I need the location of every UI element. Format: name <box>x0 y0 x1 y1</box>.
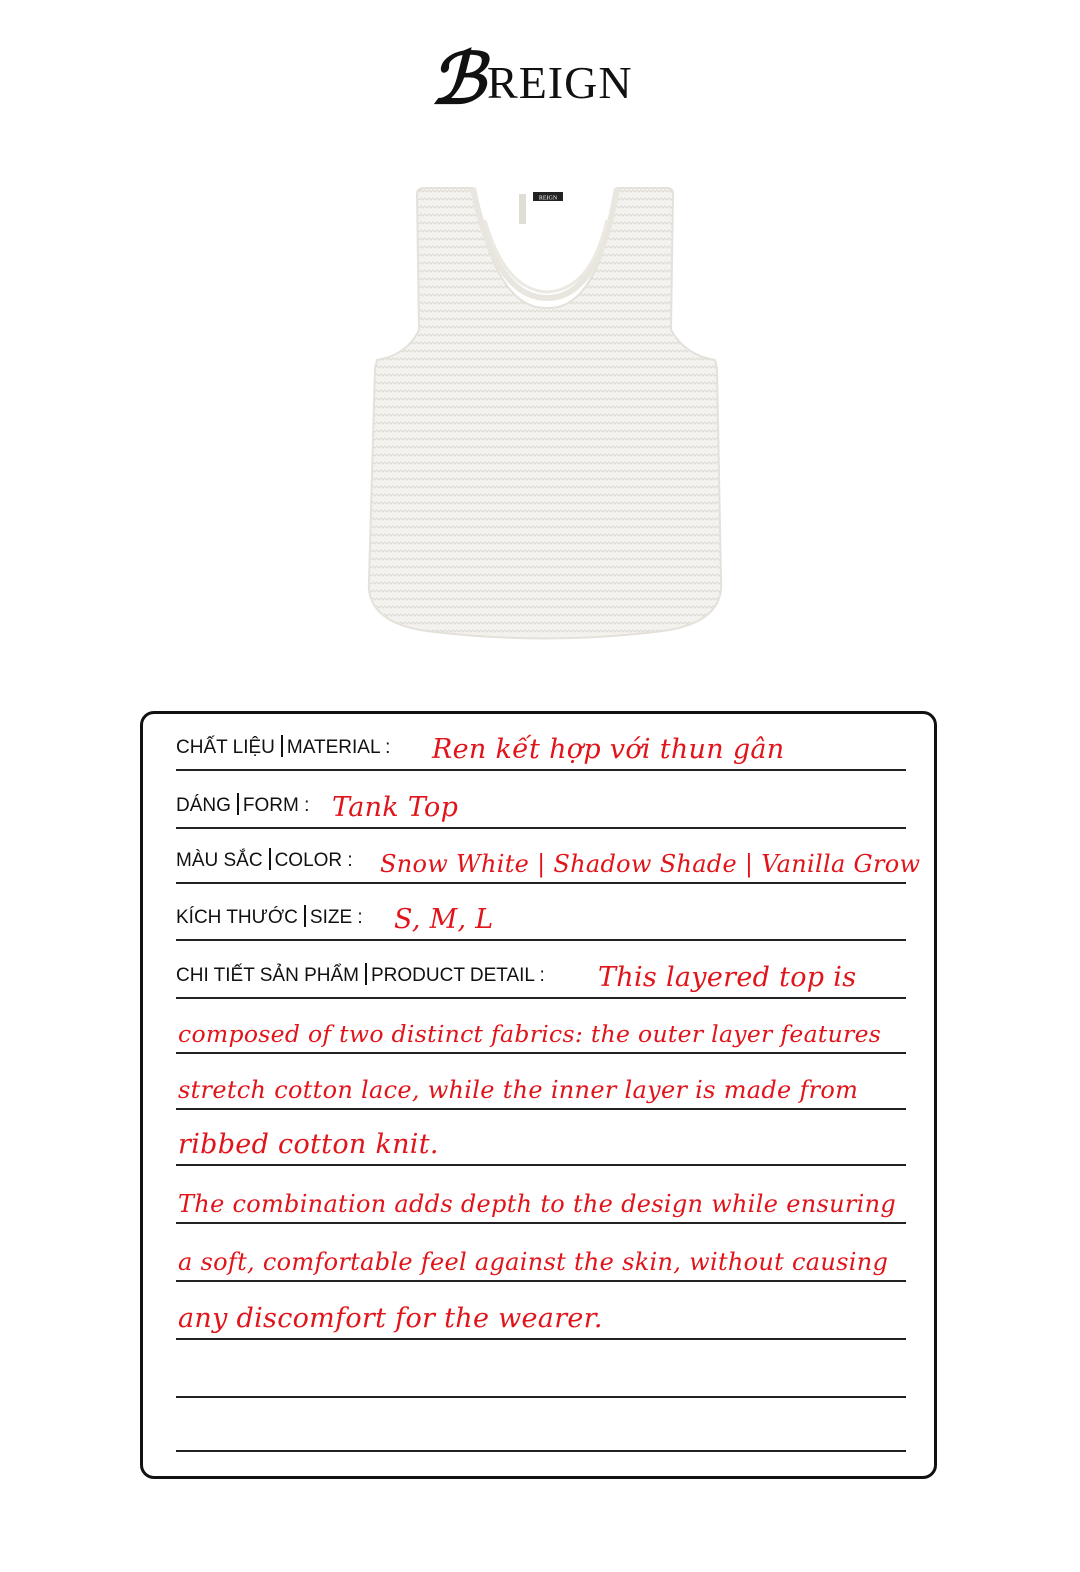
detail-line-5: The combination adds depth to the design while ensuring <box>178 1190 896 1218</box>
form-row <box>176 769 906 829</box>
detail-row-6 <box>176 1222 906 1282</box>
form-label: DÁNG FORM : <box>176 795 310 816</box>
detail-line-1: This layered top is <box>598 962 857 993</box>
detail-row-7 <box>176 1280 906 1340</box>
detail-row-2 <box>176 997 906 1054</box>
svg-text:REIGN: REIGN <box>538 195 558 202</box>
blank-row-2 <box>176 1396 906 1452</box>
form-value: Tank Top <box>332 792 459 823</box>
detail-line-2: composed of two distinct fabrics: the outer layer features <box>178 1020 882 1048</box>
color-label: MÀU SẮC COLOR : <box>176 850 353 871</box>
care-label <box>519 194 526 224</box>
material-row <box>176 711 906 771</box>
size-row <box>176 882 906 941</box>
detail-row-3 <box>176 1052 906 1110</box>
detail-line-4: ribbed cotton knit. <box>178 1129 439 1160</box>
blank-row-1 <box>176 1338 906 1398</box>
detail-row <box>176 939 906 999</box>
material-value: Ren kết hợp với thun gân <box>432 734 785 765</box>
detail-row-4 <box>176 1108 906 1166</box>
brand-logo <box>430 37 633 120</box>
size-value: S, M, L <box>394 904 494 935</box>
detail-line-7: any discomfort for the wearer. <box>178 1303 603 1334</box>
detail-line-3: stretch cotton lace, while the inner layer is made from <box>178 1076 859 1104</box>
brand-name: REIGN <box>487 57 633 108</box>
detail-row-5 <box>176 1164 906 1224</box>
product-image <box>355 180 735 650</box>
detail-label: CHI TIẾT SẢN PHẨM PRODUCT DETAIL : <box>176 965 545 986</box>
brand-mark-icon: ℬ <box>430 37 486 120</box>
detail-line-6: a soft, comfortable feel against the skin, without causing <box>178 1248 889 1276</box>
color-value: Snow White | Shadow Shade | Vanilla Grow <box>380 850 921 878</box>
color-row <box>176 827 921 884</box>
size-label: KÍCH THƯỚC SIZE : <box>176 907 363 928</box>
material-label: CHẤT LIỆU MATERIAL : <box>176 737 391 758</box>
